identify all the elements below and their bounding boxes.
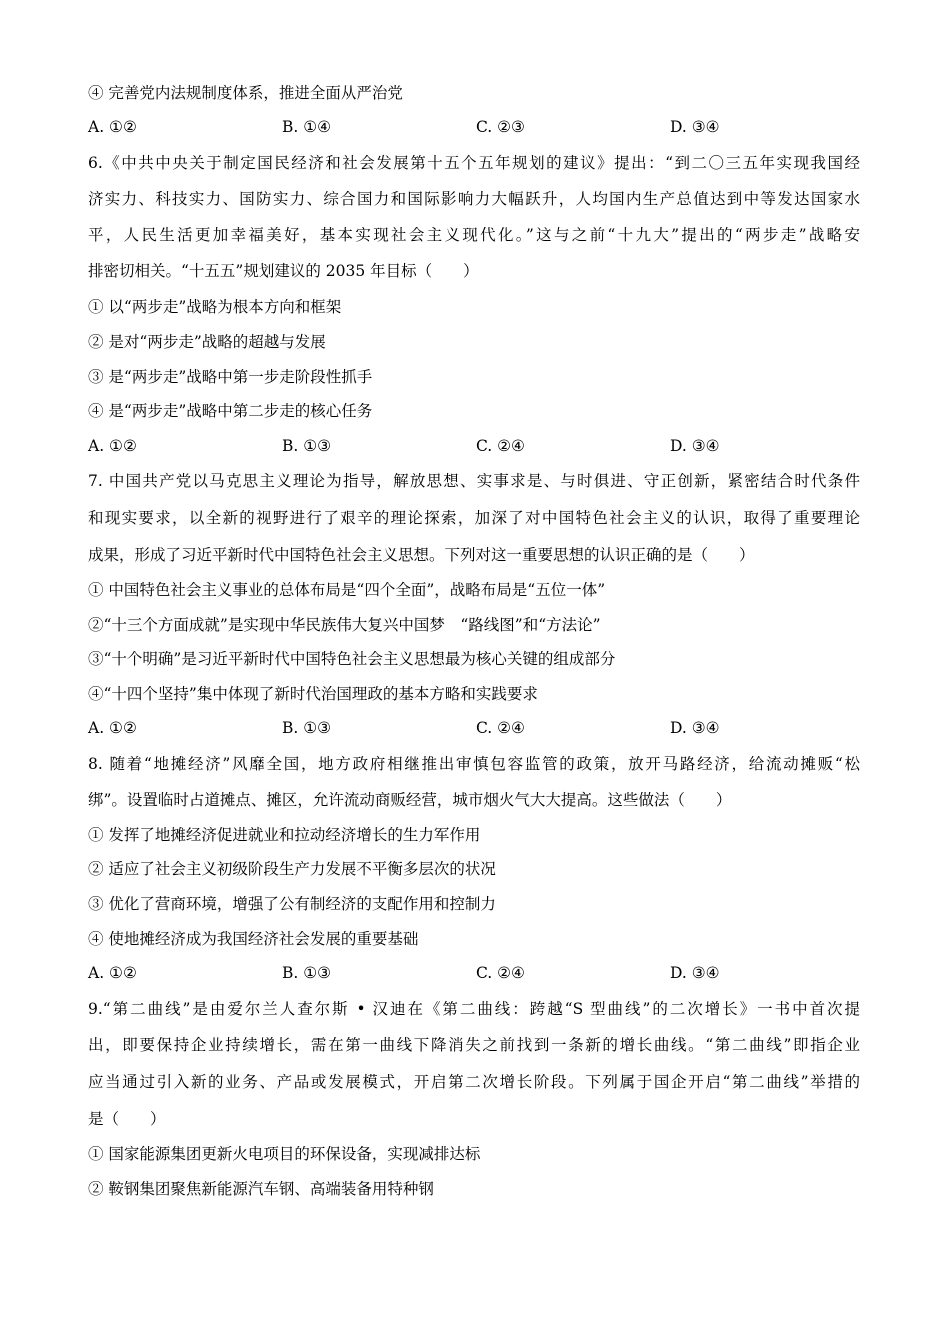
q7-option-a[interactable]: A. ①② — [88, 719, 137, 737]
q5-item-4: ④ 完善党内法规制度体系，推进全面从严治党 — [88, 84, 403, 102]
q8-options — [88, 963, 878, 983]
q7-item-2: ②“十三个方面成就”是实现中华民族伟大复兴中国梦 “路线图”和“方法论” — [88, 616, 601, 634]
q6-options — [88, 436, 878, 456]
q7-option-b[interactable]: B. ①③ — [282, 719, 332, 737]
q6-item-4: ④ 是“两步走”战略中第二步走的核心任务 — [88, 402, 373, 420]
q8-option-c[interactable]: C. ②④ — [476, 964, 525, 982]
q6-option-c[interactable]: C. ②④ — [476, 437, 525, 455]
q5-option-b[interactable]: B. ①④ — [282, 118, 332, 136]
q7-stem-line-1: 7. 中国共产党以马克思主义理论为指导，解放思想、实事求是、与时俱进、守正创新，紧密结合时代条件 — [88, 472, 860, 490]
q8-option-b[interactable]: B. ①③ — [282, 964, 332, 982]
q8-item-4: ④ 使地摊经济成为我国经济社会发展的重要基础 — [88, 930, 419, 948]
q6-option-a[interactable]: A. ①② — [88, 437, 137, 455]
q5-options — [88, 117, 878, 137]
q6-stem-line-3: 平，人民生活更加幸福美好，基本实现社会主义现代化。”这与之前“十九大”提出的“两步走”战略安 — [88, 226, 860, 244]
q6-item-3: ③ 是“两步走”战略中第一步走阶段性抓手 — [88, 368, 373, 386]
q9-item-1: ① 国家能源集团更新火电项目的环保设备，实现减排达标 — [88, 1145, 481, 1163]
q6-stem-line-4: 排密切相关。“十五五”规划建议的 2035 年目标（ ） — [88, 262, 479, 280]
q7-stem-line-3: 成果，形成了习近平新时代中国特色社会主义思想。下列对这一重要思想的认识正确的是（ ） — [88, 546, 755, 564]
q7-item-4: ④“十四个坚持”集中体现了新时代治国理政的基本方略和实践要求 — [88, 685, 538, 703]
q8-stem-line-1: 8. 随着“地摊经济”风靡全国，地方政府相继推出审慎包容监管的政策，放开马路经济，给流动摊贩“松 — [88, 755, 860, 773]
q6-item-2: ② 是对“两步走”战略的超越与发展 — [88, 333, 326, 351]
q9-stem-line-2: 出，即要保持企业持续增长，需在第一曲线下降消失之前找到一条新的增长曲线。“第二曲线”即指企业 — [88, 1036, 860, 1054]
q8-option-d[interactable]: D. ③④ — [670, 964, 720, 982]
q7-item-1: ① 中国特色社会主义事业的总体布局是“四个全面”，战略布局是“五位一体” — [88, 581, 606, 599]
q7-item-3: ③“十个明确”是习近平新时代中国特色社会主义思想最为核心关键的组成部分 — [88, 650, 616, 668]
q6-option-d[interactable]: D. ③④ — [670, 437, 720, 455]
q6-stem-line-1: 6.《中共中央关于制定国民经济和社会发展第十五个五年规划的建议》提出：“到二〇三五年实现我国经 — [88, 154, 860, 172]
q8-item-2: ② 适应了社会主义初级阶段生产力发展不平衡多层次的状况 — [88, 860, 496, 878]
q8-item-1: ① 发挥了地摊经济促进就业和拉动经济增长的生力军作用 — [88, 826, 481, 844]
q5-option-a[interactable]: A. ①② — [88, 118, 137, 136]
q9-item-2: ② 鞍钢集团聚焦新能源汽车钢、高端装备用特种钢 — [88, 1180, 434, 1198]
q5-option-d[interactable]: D. ③④ — [670, 118, 720, 136]
q7-option-d[interactable]: D. ③④ — [670, 719, 720, 737]
q8-stem-line-2: 绑”。设置临时占道摊点、摊区，允许流动商贩经营，城市烟火气大大提高。这些做法（ ） — [88, 791, 732, 809]
q7-stem-line-2: 和现实要求，以全新的视野进行了艰辛的理论探索，加深了对中国特色社会主义的认识，取得了重要理论 — [88, 509, 860, 527]
q8-item-3: ③ 优化了营商环境，增强了公有制经济的支配作用和控制力 — [88, 895, 496, 913]
q7-option-c[interactable]: C. ②④ — [476, 719, 525, 737]
q5-option-c[interactable]: C. ②③ — [476, 118, 525, 136]
q6-stem-line-2: 济实力、科技实力、国防实力、综合国力和国际影响力大幅跃升，人均国内生产总值达到中等发达国家水 — [88, 190, 860, 208]
q7-options — [88, 718, 878, 738]
q9-stem-line-3: 应当通过引入新的业务、产品或发展模式，开启第二次增长阶段。下列属于国企开启“第二曲线”举措的 — [88, 1073, 860, 1091]
q9-stem-line-4: 是（ ） — [88, 1110, 166, 1128]
q6-item-1: ① 以“两步走”战略为根本方向和框架 — [88, 298, 342, 316]
q9-stem-line-1: 9.“第二曲线”是由爱尔兰人查尔斯 • 汉迪在《第二曲线：跨越“S 型曲线”的二次增长》一书中首次提 — [88, 1000, 860, 1018]
q8-option-a[interactable]: A. ①② — [88, 964, 137, 982]
q6-option-b[interactable]: B. ①③ — [282, 437, 332, 455]
